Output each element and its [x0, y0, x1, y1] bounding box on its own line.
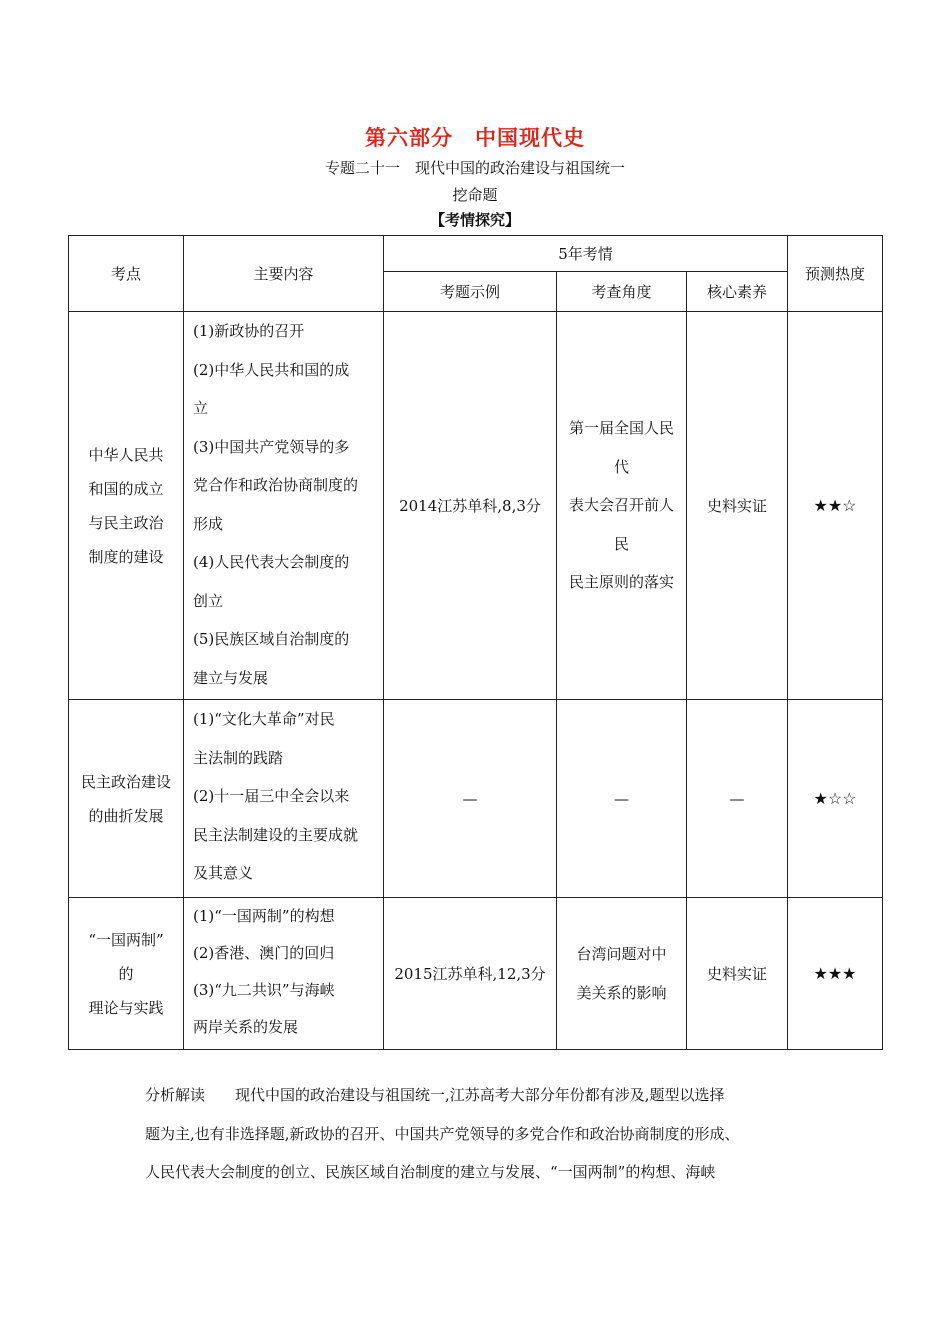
table-row: [69, 898, 883, 1050]
kaodian-line: 与民主政治: [88, 513, 164, 532]
literacy-cell: 史料实证: [687, 312, 788, 700]
kaodian-line: 中华人民共: [88, 445, 164, 464]
analysis-line: 人民代表大会制度的创立、民族区域自治制度的建立与发展、“一国两制”的构想、海峡: [145, 1163, 716, 1181]
kaodian-line: 理论与实践: [88, 998, 164, 1017]
literacy-cell: —: [687, 700, 788, 898]
header-angle: 考查角度: [557, 272, 687, 312]
content-line: (5)民族区域自治制度的: [193, 630, 350, 648]
content-line: (3)中国共产党领导的多: [193, 437, 350, 456]
kaodian-line: 的曲折发展: [88, 806, 164, 825]
content-line: (2)香港、澳门的回归: [193, 944, 335, 962]
content-line: 民主法制建设的主要成就: [193, 825, 359, 844]
section-heading: 【考情探究】: [429, 211, 520, 229]
content-line: (1)新政协的召开: [193, 322, 305, 340]
content-line: 主法制的践踏: [193, 748, 284, 767]
heat-rating: ★★★: [788, 898, 883, 1050]
angle-cell: [557, 312, 687, 700]
example-cell: —: [384, 700, 557, 898]
kaodian-line: 制度的建设: [88, 547, 164, 566]
exam-table: [68, 235, 883, 1050]
analysis-text: 现代中国的政治建设与祖国统一,江苏高考大部分年份都有涉及,题型以选择: [235, 1086, 725, 1104]
section-subtitle: 挖命题: [452, 186, 498, 204]
angle-line: 代: [613, 457, 629, 476]
header-literacy: 核心素养: [687, 272, 788, 312]
heat-rating: ★★☆: [788, 312, 883, 700]
analysis-paragraph: [145, 1076, 815, 1192]
table-header-row: [69, 236, 883, 272]
content-line: 形成: [193, 514, 224, 533]
analysis-line: 题为主,也有非选择题,新政协的召开、中国共产党领导的多党合作和政治协商制度的形成、: [145, 1124, 740, 1143]
angle-line: 民: [613, 534, 629, 553]
kaodian-cell: [69, 312, 184, 700]
topic-subtitle: 专题二十一 现代中国的政治建设与祖国统一: [324, 159, 625, 177]
content-line: 党合作和政治协商制度的: [193, 476, 359, 494]
kaodian-line: “一国两制”: [88, 930, 164, 949]
example-cell: 2015江苏单科,12,3分: [384, 898, 557, 1050]
kaodian-cell: [69, 898, 184, 1050]
kaodian-line: 民主政治建设: [80, 772, 171, 791]
angle-cell: [557, 898, 687, 1050]
content-line: 两岸关系的发展: [193, 1018, 299, 1036]
kaodian-cell: [69, 700, 184, 898]
content-line: (2)十一届三中全会以来: [193, 787, 350, 805]
table-row: [69, 312, 883, 700]
content-line: 及其意义: [193, 864, 254, 882]
analysis-label: 分析解读: [145, 1086, 206, 1104]
example-cell: 2014江苏单科,8,3分: [384, 312, 557, 700]
angle-line: 民主原则的落实: [568, 573, 674, 592]
angle-line: 表大会召开前人: [568, 496, 674, 515]
kaodian-line: 和国的成立: [88, 479, 164, 498]
content-line: (1)“文化大革命”对民: [193, 710, 335, 728]
angle-line: 美关系的影响: [576, 983, 667, 1002]
content-line: 创立: [193, 591, 224, 610]
content-line: (2)中华人民共和国的成: [193, 360, 350, 379]
angle-line: 台湾问题对中: [576, 945, 667, 963]
content-line: (1)“一国两制”的构想: [193, 907, 335, 925]
heat-rating: ★☆☆: [788, 700, 883, 898]
page-title: 第六部分 中国现代史: [365, 125, 585, 150]
content-line: (4)人民代表大会制度的: [193, 553, 350, 571]
analysis-line: [145, 1076, 815, 1115]
literacy-cell: 史料实证: [687, 898, 788, 1050]
header-five-years: 5年考情: [384, 236, 788, 272]
header-example: 考题示例: [384, 272, 557, 312]
kaodian-line: 的: [118, 964, 134, 983]
content-cell: [184, 312, 384, 700]
content-cell: [184, 898, 384, 1050]
angle-cell: —: [557, 700, 687, 898]
content-line: (3)“九二共识”与海峡: [193, 981, 335, 999]
content-cell: [184, 700, 384, 898]
header-content: 主要内容: [184, 236, 384, 312]
angle-line: 第一届全国人民: [568, 419, 674, 438]
header-kaodian: 考点: [69, 236, 184, 312]
content-line: 建立与发展: [193, 668, 269, 687]
content-line: 立: [193, 399, 209, 417]
header-heat: 预测热度: [788, 236, 883, 312]
table-row: [69, 700, 883, 898]
